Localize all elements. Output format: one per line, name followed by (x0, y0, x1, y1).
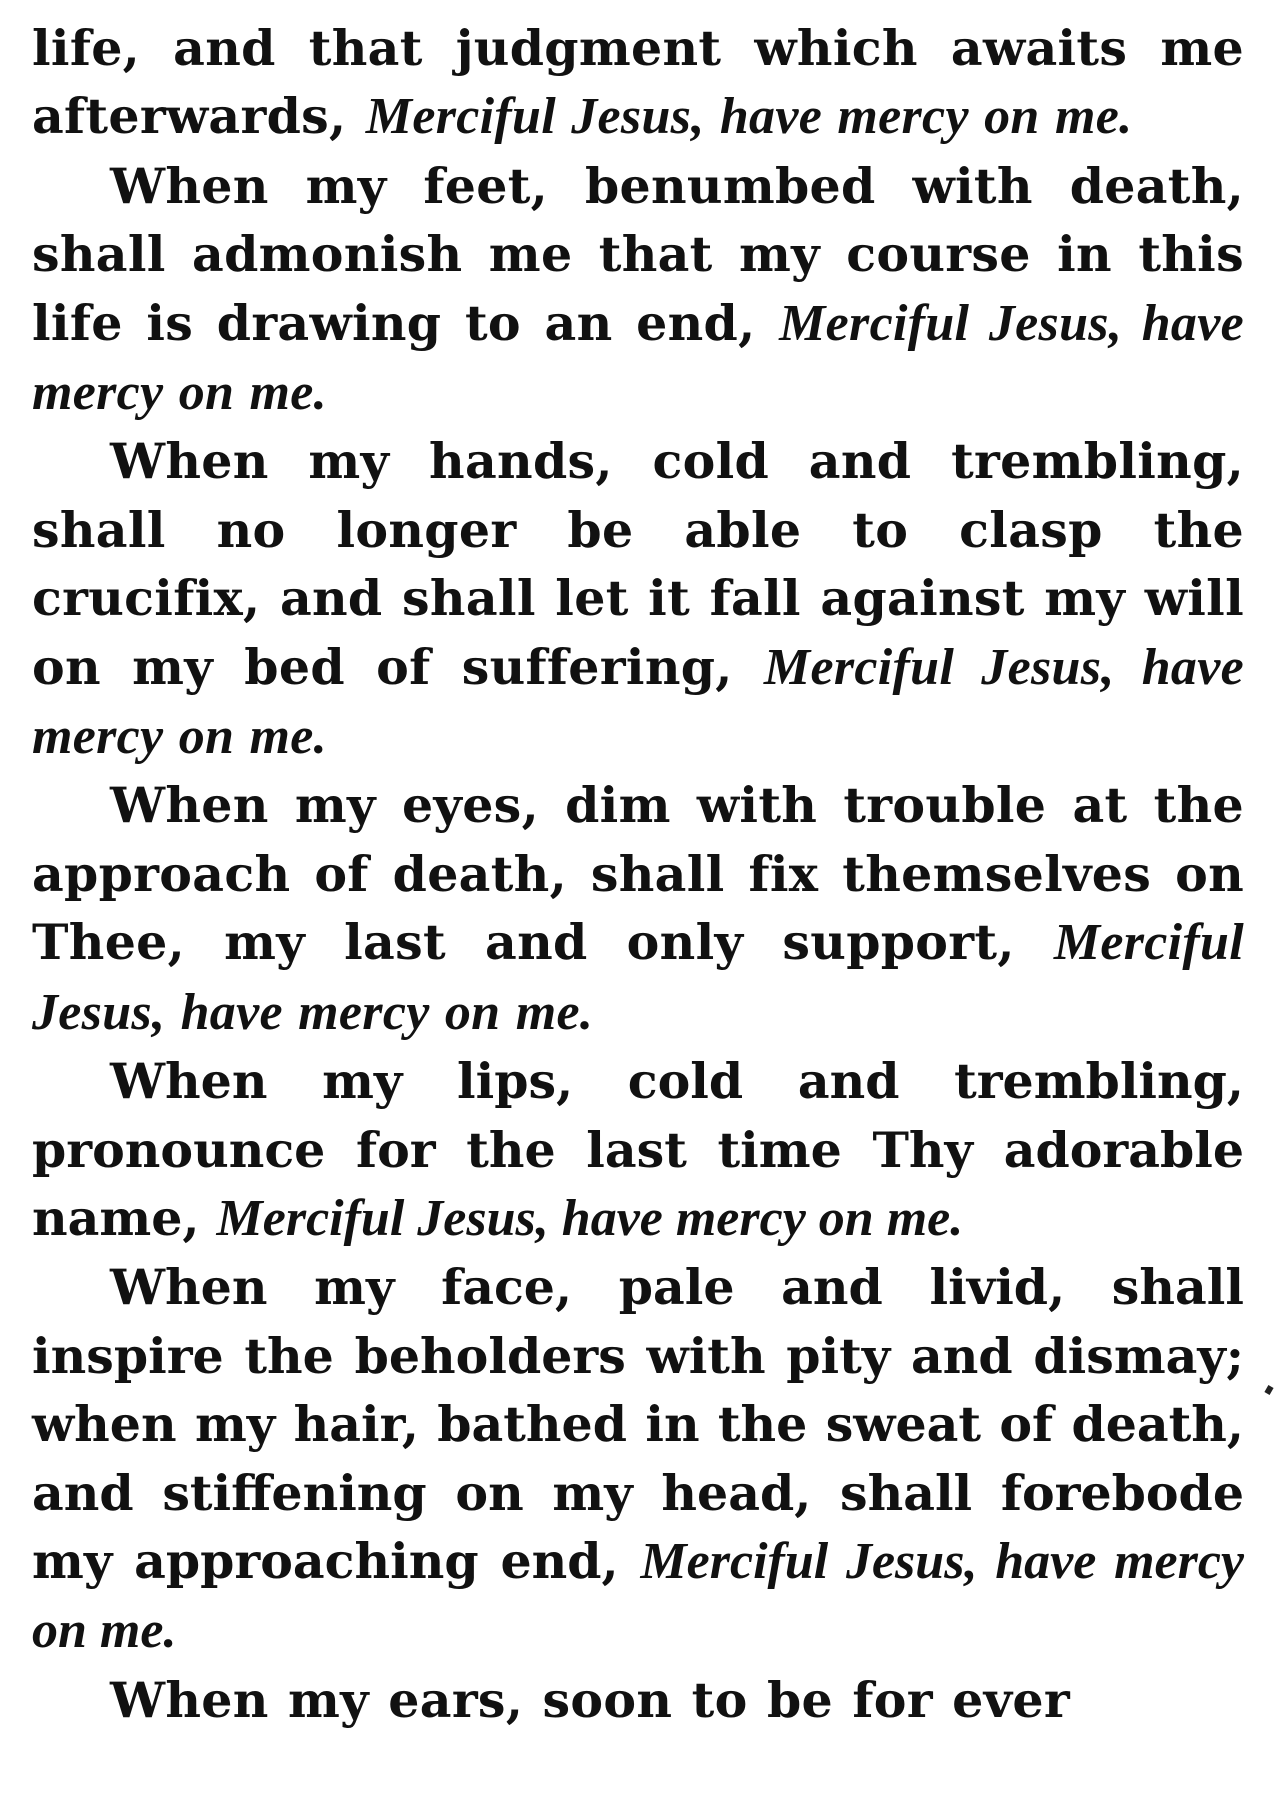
prayer-text (32, 14, 1244, 1735)
refrain: Merciful Jesus, have mercy on me. (32, 638, 1244, 766)
ink-speck (1264, 1385, 1273, 1395)
paragraph (32, 1666, 1244, 1735)
paragraph-text: life, and that judgment which awaits me afterwards, (32, 19, 1244, 146)
paragraph-text: When my ears, soon to be for ever (110, 1670, 1071, 1729)
refrain: Merciful Jesus, have mercy on me. (216, 1189, 964, 1247)
paragraph-text: When my eyes, dim with trouble at the approach of death, shall fix themselves on Thee, my last and only support, (32, 776, 1244, 972)
refrain: Merciful Jesus, have mercy on me. (32, 294, 1244, 422)
paragraph (32, 1047, 1244, 1253)
paragraph (32, 1253, 1244, 1665)
paragraph (32, 152, 1244, 428)
refrain: Merciful Jesus, have mercy on me. (32, 1532, 1244, 1660)
paragraph (32, 427, 1244, 771)
paragraph-text: When my hands, cold and trembling, shall no longer be able to clasp the crucifix, and shall let it fall against my will on my bed of suffering, (32, 432, 1244, 696)
paragraph-text: When my face, pale and livid, shall inspire the beholders with pity and dismay; when my hair, bathed in the sweat of death, and stiffening on my head, shall forebode my approaching end, (32, 1258, 1244, 1590)
paragraph-text: When my lips, cold and trembling, pronounce for the last time Thy adorable name, (32, 1052, 1244, 1247)
refrain: Merciful Jesus, have mercy on me. (365, 88, 1133, 146)
refrain: Merciful Jesus, have mercy on me. (32, 914, 1244, 1041)
paragraph (32, 771, 1244, 1047)
paragraph (32, 14, 1244, 152)
paragraph-text: When my feet, benumbed with death, shall admonish me that my course in this life is drawing to an end, (32, 156, 1244, 352)
